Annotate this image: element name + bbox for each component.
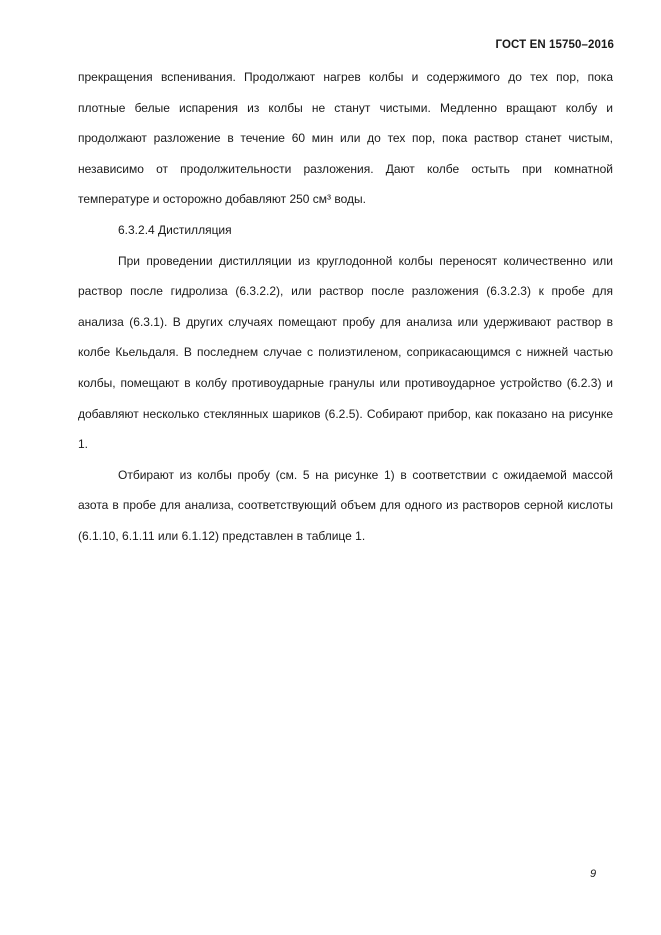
document-body <box>78 62 613 552</box>
document-header: ГОСТ EN 15750–2016 <box>495 39 614 51</box>
paragraph-distillation: При проведении дистилляции из круглодонной колбы переносят количественно или раствор после гидролиза (6.3.2.2), или раствор после разложения (6.3.2.3) к пробе для анализа (6.3.1). В других случаях помещают пробу для анализа или удерживают раствор в колбе Кьельдаля. В последнем случае с полиэтиленом, соприкасающимся с нижней частью колбы, помещают в колбу противоударные гранулы или противоударное устройство (6.2.3) и добавляют несколько стеклянных шариков (6.2.5). Собирают прибор, как показано на рисунке 1. <box>78 253 613 452</box>
section-heading-distillation: 6.3.2.4 Дистилляция <box>118 222 232 237</box>
paragraph-sampling: Отбирают из колбы пробу (см. 5 на рисунке 1) в соответствии с ожидаемой массой азота в пробе для анализа, соответствующий объем для одного из растворов серной кислоты (6.1.10, 6.1.11 или 6.1.12) представлен в таблице 1. <box>78 467 613 543</box>
paragraph-continuation: прекращения вспенивания. Продолжают нагрев колбы и содержимого до тех пор, пока плотные белые испарения из колбы не станут чистыми. Медленно вращают колбу и продолжают разложение в течение 60 мин или до тех пор, пока раствор станет чистым, независимо от продолжительности разложения. Дают колбе остыть при комнатной температуре и осторожно добавляют 250 см³ воды. <box>78 70 613 207</box>
page-number: 9 <box>590 868 597 880</box>
